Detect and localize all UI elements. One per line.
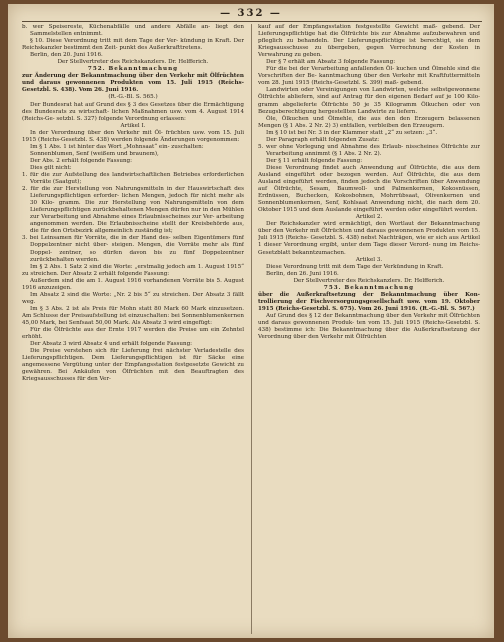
right-column-paragraph: Berlin, den 26. Juni 1916. (266, 270, 339, 277)
right-column (258, 24, 480, 636)
left-column-paragraph: 752. Bekanntmachung (87, 66, 179, 73)
column-divider (251, 24, 252, 634)
left-column-paragraph: Im Absatz 2 sind die Worte: „Nr. 2 bis 5“ zu streichen. Der Absatz 3 fällt weg. (22, 291, 244, 305)
left-column-paragraph: 2. für die zur Herstellung von Nahrungsmitteln in der Hauswirtschaft des Lieferungspflichtigen erforder- lichen Mengen, jedoch für nicht mehr als 30 Kilo- gramm. Die zur Herstellung von Nahrungsmitteln von dem Lieferungspflichtigen zurückbehaltenen Mengen dürfen nur in den Mühlen zur Verarbeitung und Abnahme eines Erlaubnisscheines zur Ver- arbeitung angenommen werden. Die Erlaubnisscheine stellt der Kreisbehörde aus, die für den Ortsbezirk allgemeinlich zuständig ist; (22, 186, 244, 235)
page-number: — 332 — (220, 8, 282, 19)
right-column-paragraph: kauf auf der Empfangsstation festgestellte Gewicht maß- gebend. Der Lieferungspflichtige hat die Ölfrüchte bis zur Abnahme aufzubewahren und pfleglich zu behandeln. Der Lieferungspflichtige ist berechtigt, sie dem Kriegsausschusse zu übergeben, gegen Verrechnung der Kosten in Verwahrung zu geben. (258, 24, 480, 59)
left-column-paragraph: zur Änderung der Bekanntmachung über den Verkehr mit Ölfrüchten und daraus gewonnenen Produkten vom 15. Juli 1915 (Reichs-Gesetzbl. S. 438). Vom 26. Juni 1916. (22, 73, 244, 94)
left-column-paragraph: Sonnenblumen, Senf (weißem und braunem), (30, 150, 159, 157)
left-column-paragraph: Im § 3 Abs. 2 ist als Preis für Mohn statt 80 Mark 60 Mark einzusetzen. Am Schlusse der Preisaufstellung ist einzuschalten: bei Sonnenblumenkernen 45,00 Mark, bei Senfsaat 50,00 Mark. Als Absatz 3 wird eingefügt: (22, 305, 244, 326)
right-column-paragraph: Diese Verordnung tritt mit dem Tage der Verkündung in Kraft. (266, 263, 444, 270)
header-rule (22, 21, 482, 22)
right-column-paragraph: Für die bei der Verarbeitung anfallenden Öl- kuchen und Ölmehle sind die Vorschriften der Be- kanntmachung über den Verkehr mit Kraftfuttermitteln vom 28. Juni 1915 (Reichs-Gesetzbl. S. 399) maß- gebend. (258, 66, 480, 87)
right-column-paragraph: Auf Grund des § 12 der Bekanntmachung über den Verkehr mit Ölfrüchten und daraus gewonnenen Produk- ten vom 15. Juli 1915 (Reichs-Gesetzbl. S. 438) bestimme ich: Die Bekanntmachung über die Außerkraftsetzung der Verordnung über den Verkehr mit Ölfrüchten (258, 312, 480, 341)
left-column-paragraph: Dies gilt nicht: (30, 164, 72, 171)
left-column-paragraph: Der Stellvertreter des Reichskanzlers. Dr. Helfferich. (57, 59, 209, 66)
left-column-paragraph: Außerdem sind die am 1. August 1916 vorhandenen Vorräte bis 5. August 1916 anzuzeigen. (22, 277, 244, 291)
right-column-paragraph: Landwirten oder Vereinigungen von Landwirten, welche selbstgewonnene Ölfrüchte abliefern, sind auf Antrag für den eigenen Bedarf auf je 100 Kilo- gramm abgelieferte Ölfrüchte 50 je 35 Kilogramm Ölkuchen oder von Bezugsberechtigung hergestellten Landwirte zu liefern. (258, 87, 480, 115)
left-column-paragraph: 3. bei Leinsamen für Vorräte, die in der Hand des- selben Eigentümers fünf Doppelzentner nicht über- steigen. Mengen, die Vorräte mehr als fünf Doppel- zentner, so dürfen davon bis zu fünf Doppelzentner zurückbehalten werden. (22, 235, 244, 263)
right-column-paragraph: Diese Verordnung findet auch Anwendung auf Ölfrüchte, die aus dem Ausland eingeführt oder bezogen werden. Auf Ölfrüchte, die aus dem Ausland eingeführt werden, finden jedoch die Vorschriften über Anwendung auf Ölfrüchte, Sesam, Baumwoll- und Palmenkernen, Kokosnüssen, Erdnüssen, Buchecken, Kokosbohnen, Mohrrübsaat, Olivenkernen und Sonnenblumenkernen, Senf, Kohlsaat Anwendung nicht, die nach dem 20. Oktober 1915 und dem Auslande eingeführt werden oder eingeführt werden. (258, 164, 480, 214)
left-column-paragraph: Artikel I. (120, 122, 146, 129)
left-column-paragraph: (R.-G.-Bl. S. 565.) (108, 94, 158, 101)
left-column-paragraph: Der Absatz 3 wird Absatz 4 und erhält folgende Fassung: (30, 341, 193, 348)
left-column-paragraph: Im § 2 Abs. 1 Satz 2 sind die Worte: „erstmalig jedoch am 1. August 1915“ zu streichen. Der Absatz 2 erhält folgende Fassung: (22, 263, 244, 277)
right-column-paragraph: Im § 10 ist bei Nr. 3 in der Klammer statt „2“ zu setzen: „3“. (266, 129, 438, 136)
document-page (8, 4, 494, 638)
left-column-paragraph: Der Bundesrat hat auf Grund des § 3 des Gesetzes über die Ermächtigung des Bundesrats zu wirtschaft- lichen Maßnahmen usw. vom 4. August 1914 (Reichs-Ge- setzbl. S. 327) folgende Verordnung erlassen: (22, 101, 244, 122)
right-column-paragraph: Artikel 2. (355, 214, 383, 221)
right-column-paragraph: Der Reichskanzler wird ermächtigt, den Wortlaut der Bekanntmachung über den Verkehr mit Ölfrüchten und daraus gewonnenen Produkten vom 15. Juli 1915 (Reichs- Gesetzbl. S. 438) nebst Nachträgen, wie er sich aus Artikel 1 dieser Verordnung ergibt, unter dem Tage dieser Verord- nung im Reichs-Gesetzblatt bekanntzumachen. (258, 221, 480, 256)
right-column-paragraph: Artikel 3. (355, 256, 383, 263)
right-column-paragraph: Der § 7 erhält am Absatz 3 folgende Fassung: (266, 59, 396, 66)
right-column-paragraph: Der § 11 erhält folgende Fassung: (266, 157, 363, 164)
left-column (22, 24, 244, 636)
left-column-paragraph: Im § 1 Abs. 1 ist hinter das Wort „Mohnsaat“ ein- zuschalten: (30, 143, 204, 150)
left-column-paragraph: Berlin, den 20. Juni 1916. (30, 52, 103, 59)
left-column-paragraph: Für die Ölfrüchte aus der Ernte 1917 werden die Preise um ein Zehntel erhöht. (22, 327, 244, 341)
right-column-paragraph: über die Außerkraftsetzung der Bekanntmachung über Kon- trollierung der Fischversorgungsgesellschaft usw. vom 19. Oktober 1915 (Reichs-Gesetzbl. S. 675). Vom 26. Juni 1916. (R.-G.-Bl. S. 567.) (258, 291, 480, 312)
left-column-paragraph: Der Abs. 2 erhält folgende Fassung: (30, 157, 133, 164)
right-column-paragraph: 753. Bekanntmachung (323, 284, 415, 291)
right-column-paragraph: Öle, Ölkuchen und Ölmehle, die aus den den Erzeugern belassenen Mengen (§ 1 Abs. 2 Nr. 2) 3) entfallen, verbleiben den Erzeugern. (258, 115, 480, 129)
right-column-paragraph: Der Stellvertreter des Reichskanzlers. Dr. Helfferich. (293, 277, 445, 284)
left-column-paragraph: In der Verordnung über den Verkehr mit Öl- früchten usw. vom 15. Juli 1915 (Reichs-Gesetzbl. S. 438) werden folgende Änderungen vorgenommen: (22, 129, 244, 143)
right-column-paragraph: Der Paragraph erhält folgenden Zusatz: (266, 136, 380, 143)
right-column-paragraph: 5. wer ohne Vorlegung und Abnahme des Erlaub- nisscheines Ölfrüchte zur Verarbeitung annimmt (§ 1 Abs. 2 Nr. 2). (258, 143, 480, 157)
left-column-paragraph: b. wer Speisereste, Küchenabfälle und andere Abfälle an- liegt den Sammelstellen entnimmt. (22, 24, 244, 38)
left-column-paragraph: 1. für die zur Aufstellung des landwirtschaftlichen Betriebes erforderlichen Vorräte (Saatgut); (22, 171, 244, 186)
left-column-paragraph: § 10. Diese Verordnung tritt mit dem Tage der Ver- kündung in Kraft. Der Reichskanzler bestimmt den Zeit- punkt des Außerkrafttretens. (22, 38, 244, 52)
left-column-paragraph: Die Preise verstehen sich für Lieferung frei nächster Verladestelle des Lieferungspflichtigen. Dem Lieferungspflichtigen ist für Säcke eine angemessene Vergütung unter der Empfangsstation festgesetzte Gewicht zu gewähren. Bei Ankäufen von Ölfrüchten mit den Beauftragten des Kriegsausschusses für den Ver- (22, 348, 244, 383)
